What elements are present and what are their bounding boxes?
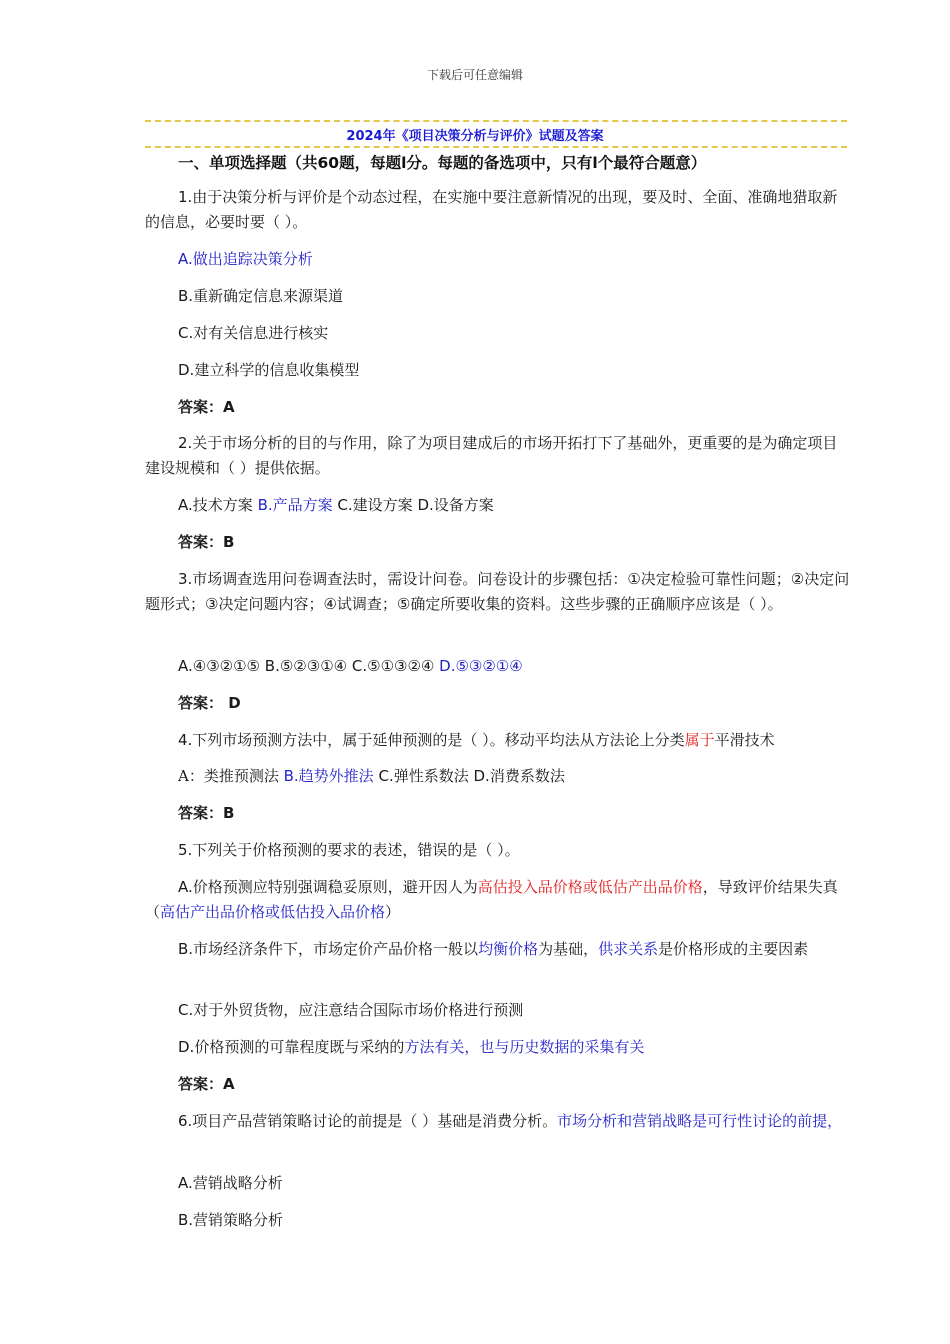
q5-option-a — [145, 875, 850, 925]
q2-option-a: A.技术方案 — [178, 496, 253, 514]
q2-option-d: D.设备方案 — [417, 496, 494, 514]
q2-option-b: B.产品方案 — [257, 496, 333, 514]
q1-stem: 1.由于决策分析与评价是个动态过程，在实施中要注意新情况的出现，要及时、全面、准确地猎取新的信息，必要时要（ ）。 — [145, 188, 838, 231]
q2-options — [178, 493, 850, 518]
q1-option-d: D.建立科学的信息收集模型 — [178, 361, 360, 379]
q3-option-a: A.④③②①⑤ — [178, 657, 261, 675]
q3-stem: 3.市场调查选用问卷调查法时，需设计问卷。问卷设计的步骤包括：①决定检验可靠性问题；②决定问题形式；③决定问题内容；④试调查；⑤确定所要收集的资料。这些步骤的正确顺序应该是（ ）。 — [145, 570, 850, 613]
q4-option-b: B.趋势外推法 — [283, 767, 374, 785]
q6-stem — [145, 1109, 850, 1134]
q5-option-d-blue: 方法有关，也与历史数据的采集有关 — [404, 1038, 645, 1056]
q5-option-b — [145, 937, 850, 962]
q5-option-a-blue: 高估产出品价格或低估投入品价格 — [160, 903, 386, 921]
q4-answer: 答案：B — [178, 804, 235, 822]
q4-option-d: D.消费系数法 — [473, 767, 565, 785]
q1-option-b: B.重新确定信息来源渠道 — [178, 287, 344, 305]
q5-option-b-blue1: 均衡价格 — [478, 940, 539, 958]
q6-stem-blue: 市场分析和营销战略是可行性讨论的前提， — [557, 1112, 843, 1130]
dashed-divider-top — [145, 120, 847, 122]
q5-option-b-pre: B.市场经济条件下，市场定价产品价格一般以 — [178, 940, 479, 958]
q4-stem-highlight: 属于 — [684, 731, 715, 749]
q5-option-b-post: 是价格形成的主要因素 — [658, 940, 809, 958]
q4-stem-pre: 4.下列市场预测方法中，属于延伸预测的是（ ）。移动平均法从方法论上分类 — [178, 731, 685, 749]
q2-option-c: C.建设方案 — [337, 496, 413, 514]
q6-option-a: A.营销战略分析 — [178, 1174, 283, 1192]
q4-options — [178, 764, 850, 789]
q4-option-a: A：类推预测法 — [178, 767, 279, 785]
document-title: 2024年《项目决策分析与评价》试题及答案 — [346, 129, 604, 144]
q1-option-c: C.对有关信息进行核实 — [178, 324, 329, 342]
q1-answer: 答案：A — [178, 398, 235, 416]
dashed-divider-bottom — [145, 146, 847, 148]
q4-stem-post: 平滑技术 — [714, 731, 775, 749]
header-note: 下载后可任意编辑 — [426, 68, 523, 82]
q5-option-a-post: ） — [385, 903, 401, 921]
q2-answer: 答案：B — [178, 533, 235, 551]
q4-stem — [145, 728, 850, 753]
q5-option-d-pre: D.价格预测的可靠程度既与采纳的 — [178, 1038, 405, 1056]
q4-option-c: C.弹性系数法 — [378, 767, 469, 785]
q1-option-a: A.做出追踪决策分析 — [178, 250, 313, 268]
q5-stem: 5.下列关于价格预测的要求的表述，错误的是（ ）。 — [178, 841, 520, 859]
q3-options — [178, 654, 850, 679]
q5-option-a-mid: ，导致评价结果失真（ — [145, 878, 838, 921]
q5-answer: 答案：A — [178, 1075, 235, 1093]
q5-option-a-red: 高估投入品价格或低估产出品价格 — [477, 878, 703, 896]
q2-stem: 2.关于市场分析的目的与作用，除了为项目建成后的市场开拓打下了基础外，更重要的是为确定项目建设规模和（ ）提供依据。 — [145, 434, 838, 477]
q5-option-b-mid: 为基础， — [538, 940, 599, 958]
q3-option-d: D.⑤③②①④ — [439, 657, 523, 675]
q6-option-b: B.营销策略分析 — [178, 1211, 284, 1229]
q3-option-b: B.⑤②③①④ — [264, 657, 348, 675]
q5-option-d — [178, 1035, 850, 1060]
q3-answer: 答案： D — [178, 694, 241, 712]
q5-option-b-blue2: 供求关系 — [598, 940, 659, 958]
q5-option-a-pre: A.价格预测应特别强调稳妥原则，避开因人为 — [178, 878, 478, 896]
q6-stem-pre: 6.项目产品营销策略讨论的前提是（ ）基础是消费分析。 — [178, 1112, 558, 1130]
section-title: 一、单项选择题（共60题，每题l分。每题的备选项中，只有l个最符合题意） — [178, 154, 707, 172]
q5-option-c: C.对于外贸货物，应注意结合国际市场价格进行预测 — [178, 1001, 524, 1019]
q3-option-c: C.⑤①③②④ — [351, 657, 435, 675]
